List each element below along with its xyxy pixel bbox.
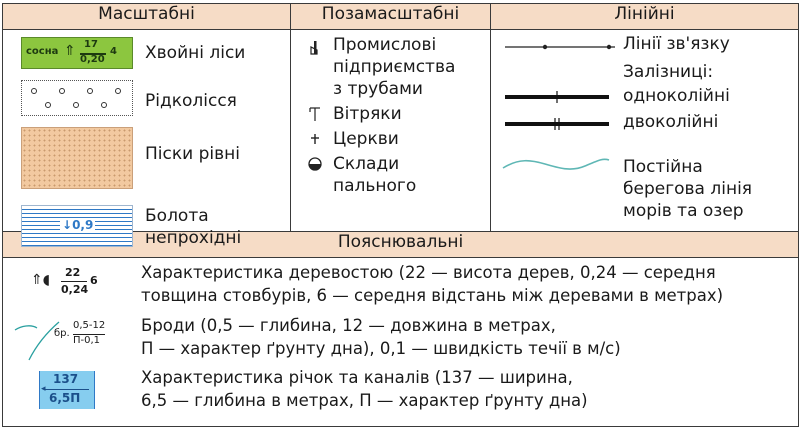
forest-characteristic-symbol: [31, 266, 121, 300]
sparse-forest-pattern: [22, 81, 132, 115]
river-width: 137: [53, 371, 79, 386]
ford-explanation-2: П — характер ґрунту дна), 0,1 — швидкість течії в м/с): [141, 338, 621, 358]
double-track-railway-symbol: [505, 116, 611, 135]
forest-thickness: 0,24: [61, 282, 89, 296]
conifer-height: 17: [84, 39, 98, 51]
sparse-forest-symbol: [21, 80, 133, 116]
fuel-depot-icon: [307, 156, 323, 176]
swamp-label-2: непрохідні: [145, 228, 242, 249]
conifer-tree-icon: ⇑: [64, 43, 76, 60]
ford-explanation-1: Броди (0,5 — глибина, 12 — довжина в метрах,: [141, 315, 556, 335]
industry-line-3: з трубами: [333, 79, 423, 100]
ford-symbol: [7, 314, 135, 364]
churches-label: Церкви: [333, 129, 399, 150]
fuel-line-1: Склади: [333, 154, 400, 175]
header-linear: Лінійні: [491, 4, 799, 30]
single-track-label: одноколійні: [623, 86, 730, 107]
river-explanation-1: Характеристика річок та каналів (137 — ширина,: [141, 367, 573, 387]
windmill-icon: [308, 106, 322, 126]
sparse-forest-label: Рідколісся: [145, 91, 237, 112]
industry-line-2: підприємства: [333, 57, 456, 78]
conifer-deciduous-icon: ⇑◖: [31, 271, 51, 288]
explanatory-cell: [3, 257, 799, 426]
ford-river-lines: [7, 314, 135, 364]
swamp-label-1: Болота: [145, 206, 209, 227]
ford-bottom: П-0,1: [73, 334, 101, 346]
single-track-railway-symbol: [505, 89, 611, 108]
shoreline-line-2: берегова лінія: [623, 179, 753, 200]
conifer-spacing: 4: [110, 46, 117, 58]
shoreline-symbol: [501, 154, 613, 180]
windmills-label: Вітряки: [333, 104, 402, 125]
sand-symbol: [21, 127, 133, 189]
church-icon: [308, 131, 322, 150]
conifer-forest-symbol: [21, 37, 133, 69]
swamp-depth: ↓0,9: [62, 218, 94, 233]
ford-prefix: бр.: [54, 327, 70, 339]
river-depth: 6,5П: [49, 390, 81, 405]
unscaled-cell: [291, 30, 491, 231]
header-unscaled: Позамасштабні: [291, 4, 491, 30]
map-legend-table: [2, 3, 799, 427]
ford-top: 0,5-12: [73, 319, 106, 331]
fuel-line-2: пального: [333, 176, 417, 197]
conifer-thickness: 0,20: [80, 54, 105, 66]
shoreline-line-3: морів та озер: [623, 201, 744, 222]
river-explanation-2: 6,5 — глибина в метрах, П — характер ґрунту дна): [141, 390, 588, 410]
forest-height: 22: [65, 265, 81, 279]
swamp-symbol: [21, 205, 133, 247]
species-label: сосна: [26, 46, 59, 58]
sand-label: Піски рівні: [145, 144, 240, 165]
factory-chimney-icon: [309, 40, 323, 59]
forest-explanation-2: товщина стовбурів, 6 — середня відстань між деревами в метрах): [141, 285, 724, 305]
shoreline-line-1: Постійна: [623, 157, 703, 178]
double-track-label: двоколійні: [623, 112, 719, 133]
conifer-forest-label: Хвойні ліси: [145, 43, 246, 64]
scaled-cell: [3, 30, 291, 249]
forest-spacing: 6: [90, 273, 98, 287]
comm-line-symbol: [505, 38, 617, 57]
header-explanatory: Пояснювальні: [3, 231, 799, 257]
header-scaled: Масштабні: [3, 4, 291, 30]
linear-cell: [491, 30, 799, 231]
industry-line-1: Промислові: [333, 35, 437, 56]
forest-explanation-1: Характеристика деревостою (22 — висота дерев, 0,24 — середня: [141, 262, 716, 282]
railway-title: Залізниці:: [623, 62, 714, 83]
river-flow-arrow-icon: ◂: [41, 383, 46, 394]
comm-line-label: Лінії зв'язку: [623, 34, 730, 55]
river-characteristic-symbol: [39, 371, 95, 409]
